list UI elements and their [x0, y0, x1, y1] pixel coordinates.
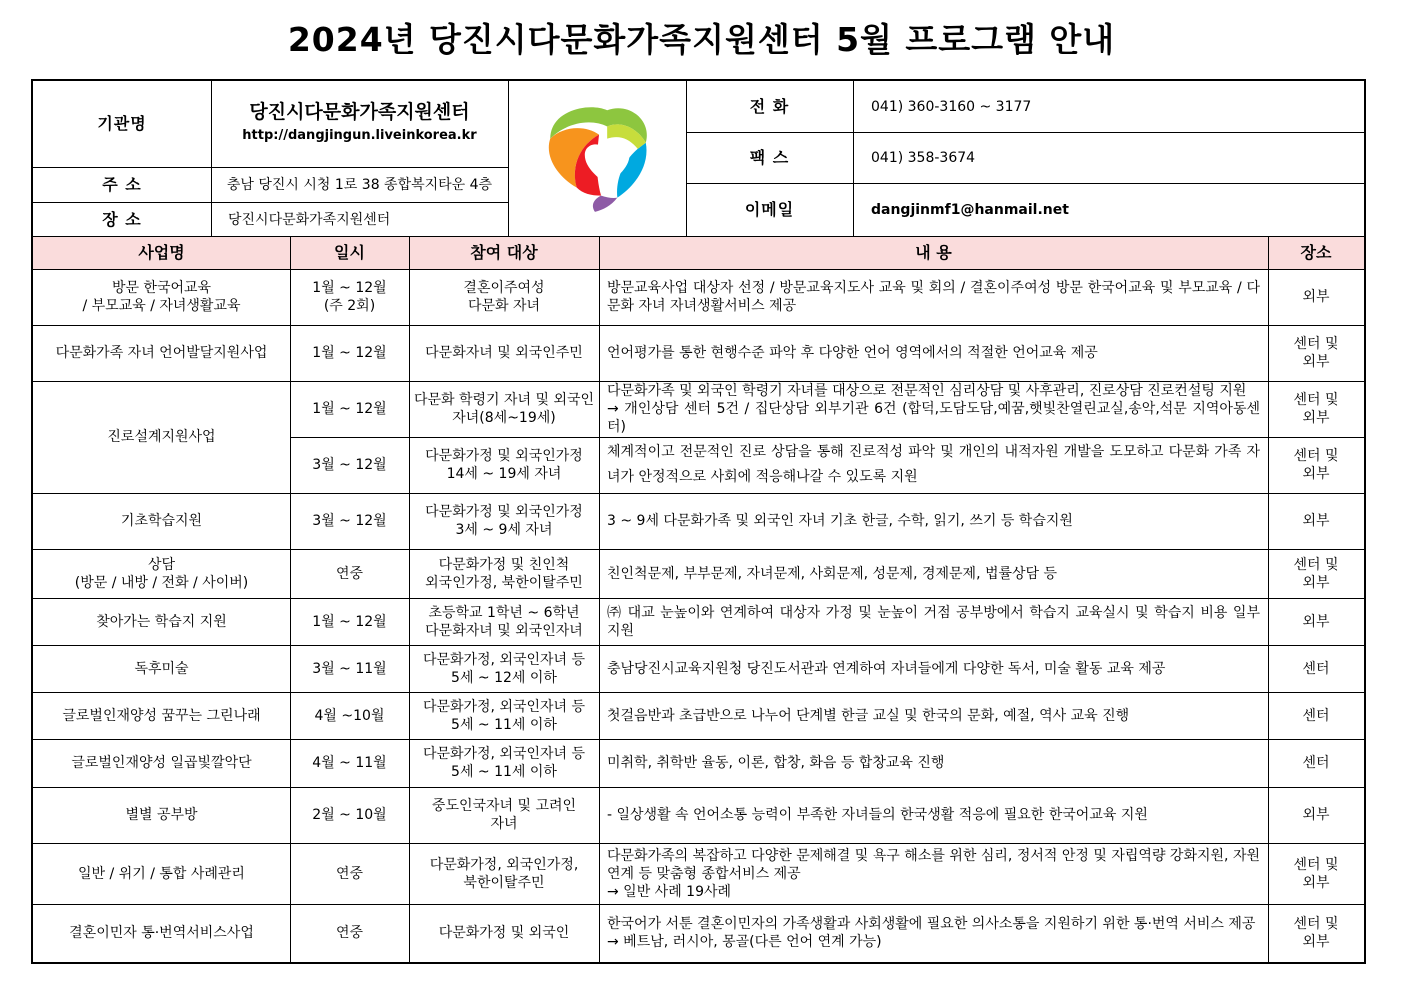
center-logo: [508, 81, 686, 237]
org-name: 당진시다문화가족지원센터: [249, 101, 470, 123]
row-place: 센터 및 외부: [1293, 856, 1339, 891]
header-name: 사업명: [138, 243, 185, 262]
header-date: 일시: [334, 243, 365, 262]
row-name: 일반 / 위기 / 통합 사례관리: [78, 865, 245, 882]
row-date: 1월 ~ 12월: [312, 345, 387, 361]
grid-line: [686, 81, 687, 237]
org-url: http://dangjingun.liveinkorea.kr: [242, 128, 477, 143]
address-label: 주 소: [102, 174, 142, 194]
row-date: 3월 ~ 12월: [312, 457, 387, 473]
phone-label: 전 화: [749, 96, 790, 116]
row-place: 센터 및 외부: [1293, 916, 1339, 950]
grid-line: [33, 739, 1364, 740]
fax-label: 팩 스: [749, 147, 790, 167]
row-content: 3 ~ 9세 다문화가족 및 외국인 자녀 기초 한글, 수학, 읽기, 쓰기 등 학습지원: [607, 513, 1073, 529]
grid-line: [686, 132, 1364, 133]
address-value: 충남 당진시 시청 1로 38 종합복지타운 4층: [226, 176, 493, 193]
grid-line: [33, 904, 1364, 905]
row-target: 다문화가정, 외국인자녀 등 5세 ~ 11세 이하: [422, 746, 586, 780]
org-label: 기관명: [97, 114, 147, 133]
row-name-merged: 진로설계지원사업: [107, 429, 216, 445]
row-date: 2월 ~ 10월: [312, 807, 387, 823]
row-place: 센터: [1302, 755, 1330, 771]
row-content: 첫걸음반과 초급반으로 나누어 단계별 한글 교실 및 한국의 문화, 예절, 역사 교육 진행: [607, 707, 1130, 724]
row-place: 외부: [1302, 289, 1330, 305]
row-date: 3월 ~ 12월: [312, 513, 387, 529]
grid-line: [33, 236, 1364, 237]
grid-line: [211, 81, 212, 237]
grid-line: [1268, 237, 1269, 962]
row-content: ㈜ 대교 눈높이와 연계하여 대상자 가정 및 눈높이 거점 공부방에서 학습지 교육실시 및 학습지 비용 일부 지원: [607, 604, 1260, 639]
row-content: - 일상생활 속 언어소통 능력이 부족한 자녀들의 한국생활 적응에 필요한 한국어교육 지원: [607, 807, 1148, 823]
row-target: 다문화가정, 외국인자녀 등 5세 ~ 11세 이하: [422, 698, 586, 733]
row-content: 다문화가족 및 외국인 학령기 자녀를 대상으로 전문적인 심리상담 및 사후관리, 진로상담 진로컨설팅 지원 → 개인상담 센터 5건 / 집단상담 외부기관 6건 (합덕,도담도담,예꿈,햇빛찬열린교실,송악,석문 지역아동센터): [607, 383, 1260, 435]
row-date: 연중: [335, 865, 364, 882]
grid-line: [33, 202, 508, 203]
grid-line: [33, 692, 1364, 693]
heart-logo-icon: [536, 98, 658, 220]
grid-line: [508, 81, 509, 237]
phone-value: 041) 360-3160 ~ 3177: [871, 98, 1032, 115]
row-content: 미취학, 취학반 율동, 이론, 합창, 화음 등 합창교육 진행: [607, 755, 945, 771]
row-place: 외부: [1302, 613, 1330, 630]
grid-line: [33, 787, 1364, 788]
row-date: 연중: [335, 565, 364, 582]
email-label: 이메일: [744, 200, 795, 219]
grid-line: [33, 167, 508, 168]
grid-line: [290, 437, 1364, 438]
row-target: 중도인국자녀 및 고려인 자녀: [431, 798, 577, 832]
row-place: 센터 및 외부: [1293, 336, 1339, 370]
row-date: 1월 ~ 12월 (주 2회): [312, 280, 387, 314]
row-name: 독후미술: [134, 660, 189, 677]
row-name: 결혼이민자 통·번역서비스사업: [69, 925, 254, 941]
row-date: 1월 ~ 12월: [312, 401, 387, 417]
grid-line: [33, 493, 1364, 494]
row-target: 다문화가정, 외국인가정, 북한이탈주민: [429, 856, 579, 891]
row-name: 별별 공부방: [125, 807, 198, 823]
row-content: 친인척문제, 부부문제, 자녀문제, 사회문제, 성문제, 경제문제, 법률상담 등: [607, 565, 1058, 582]
place-value: 당진시다문화가족지원센터: [228, 211, 391, 228]
row-place: 센터 및 외부: [1293, 556, 1339, 591]
place-label: 장 소: [102, 209, 142, 229]
program-sheet: [31, 79, 1366, 964]
org-info: [211, 81, 508, 167]
row-target: 다문화 학령기 자녀 및 외국인 자녀(8세~19세): [413, 392, 595, 426]
row-target: 다문화가정 및 외국인가정 14세 ~ 19세 자녀: [425, 448, 583, 482]
row-name: 방문 한국어교육 / 부모교육 / 자녀생활교육: [82, 280, 241, 314]
grid-line: [33, 645, 1364, 646]
grid-line: [33, 549, 1364, 550]
row-content: 충남당진시교육지원청 당진도서관과 연계하여 자녀들에게 다양한 독서, 미술 활동 교육 제공: [607, 660, 1166, 677]
row-target: 다문화가정 및 친인척 외국인가정, 북한이탈주민: [425, 556, 583, 591]
row-target: 다문화가정 및 외국인: [438, 925, 570, 941]
row-place: 외부: [1302, 807, 1330, 823]
row-content: 방문교육사업 대상자 선정 / 방문교육지도사 교육 및 회의 / 결혼이주여성 방문 한국어교육 및 부모교육 / 다문화 자녀 자녀생활서비스 제공: [607, 280, 1260, 314]
row-date: 4월 ~ 11월: [312, 755, 387, 771]
row-name: 상담 (방문 / 내방 / 전화 / 사이버): [74, 556, 249, 591]
grid-line: [33, 381, 1364, 382]
row-name: 글로벌인재양성 꿈꾸는 그린나래: [62, 707, 261, 724]
row-date: 1월 ~ 12월: [312, 613, 387, 630]
email-value: dangjinmf1@hanmail.net: [871, 202, 1069, 218]
row-content: 한국어가 서툰 결혼이민자의 가족생활과 사회생활에 필요한 의사소통을 지원하기 위한 통·번역 서비스 제공 → 베트남, 러시아, 몽골(다른 언어 연계 가능): [607, 916, 1256, 950]
row-date: 연중: [335, 925, 364, 941]
row-name: 다문화가족 자녀 언어발달지원사업: [55, 345, 268, 361]
grid-line: [409, 237, 410, 962]
grid-line: [33, 269, 1364, 270]
grid-line: [290, 237, 291, 962]
row-place: 센터 및 외부: [1293, 448, 1339, 482]
page-title: 2024년 당진시다문화가족지원센터 5월 프로그램 안내: [287, 20, 1116, 59]
grid-line: [853, 81, 854, 237]
row-target: 다문화자녀 및 외국인주민: [425, 345, 583, 361]
row-place: 센터 및 외부: [1293, 392, 1339, 426]
row-content: 언어평가를 통한 현행수준 파악 후 다양한 언어 영역에서의 적절한 언어교육 제공: [607, 345, 1098, 361]
row-content: 체계적이고 전문적인 진로 상담을 통해 진로적성 파악 및 개인의 내적자원 개발을 도모하고 다문화 가족 자녀가 안정적으로 사회에 적응해나갈 수 있도록 지원: [607, 444, 1260, 485]
row-date: 4월 ~10월: [314, 707, 385, 724]
header-target: 참여 대상: [470, 243, 538, 262]
row-name: 기초학습지원: [120, 513, 203, 529]
grid-line: [33, 598, 1364, 599]
row-name: 글로벌인재양성 일곱빛깔악단: [71, 755, 252, 771]
row-place: 센터: [1302, 660, 1330, 677]
grid-line: [686, 183, 1364, 184]
grid-line: [599, 237, 600, 962]
header-place: 장소: [1300, 243, 1332, 262]
row-content: 다문화가족의 복잡하고 다양한 문제해결 및 욕구 해소를 위한 심리, 정서적 안정 및 자립역량 강화지원, 자원연계 등 맞춤형 종합서비스 제공 → 일반 사례 19사례: [607, 847, 1260, 900]
row-date: 3월 ~ 11월: [312, 660, 387, 677]
row-place: 센터: [1302, 707, 1330, 724]
row-target: 다문화가정, 외국인자녀 등 5세 ~ 12세 이하: [422, 651, 586, 686]
grid-line: [33, 325, 1364, 326]
header-content: 내 용: [915, 243, 952, 262]
fax-value: 041) 358-3674: [871, 149, 976, 166]
row-target: 결혼이주여성 다문화 자녀: [463, 280, 545, 314]
row-target: 다문화가정 및 외국인가정 3세 ~ 9세 자녀: [425, 504, 583, 538]
row-name: 찾아가는 학습지 지원: [96, 613, 227, 630]
row-place: 외부: [1302, 513, 1330, 529]
row-target: 초등학교 1학년 ~ 6학년 다문화자녀 및 외국인자녀: [425, 604, 583, 639]
grid-line: [33, 843, 1364, 844]
